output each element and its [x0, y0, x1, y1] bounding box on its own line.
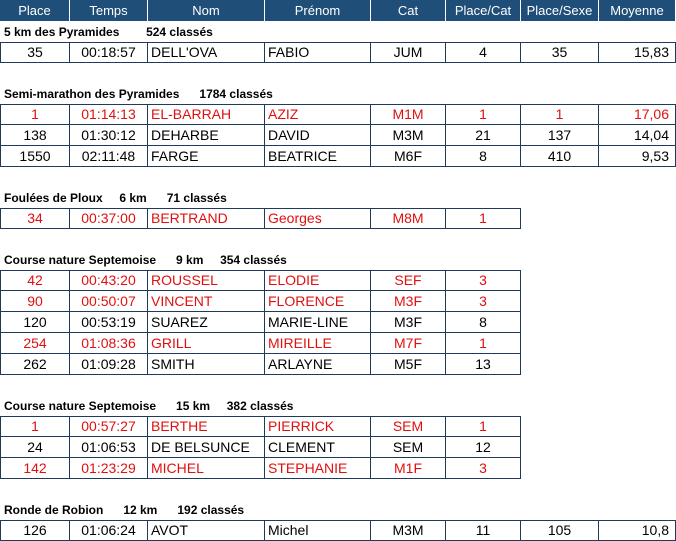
- place-cell[interactable]: 1: [0, 416, 70, 437]
- section-title: Foulées de Ploux 6 km 71 classés: [4, 191, 227, 205]
- temps-cell[interactable]: 01:06:53: [70, 437, 148, 458]
- cat-cell[interactable]: JUM: [371, 42, 446, 63]
- place-cat-cell[interactable]: 1: [446, 416, 521, 437]
- prenom-cell[interactable]: BEATRICE: [265, 146, 371, 167]
- place-cat-cell[interactable]: 4: [446, 42, 521, 63]
- temps-cell[interactable]: 00:43:20: [70, 270, 148, 291]
- section-title: Course nature Septemoise 15 km 382 classés: [4, 399, 294, 413]
- moyenne-cell[interactable]: 14,04: [599, 125, 676, 146]
- temps-cell[interactable]: 00:50:07: [70, 291, 148, 312]
- temps-cell[interactable]: 00:18:57: [70, 42, 148, 63]
- moyenne-cell[interactable]: 15,83: [599, 42, 676, 63]
- section-title: Semi-marathon des Pyramides 1784 classés: [4, 87, 273, 101]
- cat-cell[interactable]: M3F: [371, 291, 446, 312]
- cat-cell[interactable]: M6F: [371, 146, 446, 167]
- header-prenom[interactable]: Prénom: [265, 0, 371, 21]
- cat-cell[interactable]: M1M: [371, 104, 446, 125]
- moyenne-cell[interactable]: 10,8: [599, 520, 676, 541]
- cat-cell[interactable]: M1F: [371, 458, 446, 479]
- prenom-cell[interactable]: Georges: [265, 208, 371, 229]
- cat-cell[interactable]: SEF: [371, 270, 446, 291]
- cat-cell[interactable]: M5F: [371, 354, 446, 375]
- prenom-cell[interactable]: FLORENCE: [265, 291, 371, 312]
- nom-cell[interactable]: DELL'OVA: [148, 42, 265, 63]
- place-cat-cell[interactable]: 1: [446, 104, 521, 125]
- nom-cell[interactable]: ROUSSEL: [148, 270, 265, 291]
- nom-cell[interactable]: SMITH: [148, 354, 265, 375]
- temps-cell[interactable]: 00:37:00: [70, 208, 148, 229]
- temps-cell[interactable]: 01:14:13: [70, 104, 148, 125]
- temps-cell[interactable]: 00:57:27: [70, 416, 148, 437]
- header-place_cat[interactable]: Place/Cat: [446, 0, 521, 21]
- header-temps[interactable]: Temps: [70, 0, 148, 21]
- place-cell[interactable]: 90: [0, 291, 70, 312]
- place-cell[interactable]: 126: [0, 520, 70, 541]
- place-cat-cell[interactable]: 8: [446, 312, 521, 333]
- prenom-cell[interactable]: MIREILLE: [265, 333, 371, 354]
- place-cell[interactable]: 262: [0, 354, 70, 375]
- nom-cell[interactable]: EL-BARRAH: [148, 104, 265, 125]
- nom-cell[interactable]: GRILL: [148, 333, 265, 354]
- place-cell[interactable]: 1550: [0, 146, 70, 167]
- nom-cell[interactable]: FARGE: [148, 146, 265, 167]
- nom-cell[interactable]: AVOT: [148, 520, 265, 541]
- cat-cell[interactable]: SEM: [371, 416, 446, 437]
- nom-cell[interactable]: BERTHE: [148, 416, 265, 437]
- temps-cell[interactable]: 01:06:24: [70, 520, 148, 541]
- place-cell[interactable]: 142: [0, 458, 70, 479]
- prenom-cell[interactable]: CLEMENT: [265, 437, 371, 458]
- place-cell[interactable]: 120: [0, 312, 70, 333]
- header-place_sexe[interactable]: Place/Sexe: [521, 0, 599, 21]
- section-title: Course nature Septemoise 9 km 354 classés: [4, 253, 287, 267]
- place-cell[interactable]: 24: [0, 437, 70, 458]
- section-title: Ronde de Robion 12 km 192 classés: [4, 503, 245, 517]
- prenom-cell[interactable]: AZIZ: [265, 104, 371, 125]
- prenom-cell[interactable]: DAVID: [265, 125, 371, 146]
- prenom-cell[interactable]: FABIO: [265, 42, 371, 63]
- place-cell[interactable]: 254: [0, 333, 70, 354]
- place-cat-cell[interactable]: 21: [446, 125, 521, 146]
- cat-cell[interactable]: M3M: [371, 125, 446, 146]
- cat-cell[interactable]: M7F: [371, 333, 446, 354]
- header-cat[interactable]: Cat: [371, 0, 446, 21]
- place-sexe-cell[interactable]: 410: [521, 146, 599, 167]
- place-cat-cell[interactable]: 1: [446, 333, 521, 354]
- temps-cell[interactable]: 01:09:28: [70, 354, 148, 375]
- temps-cell[interactable]: 02:11:48: [70, 146, 148, 167]
- prenom-cell[interactable]: MARIE-LINE: [265, 312, 371, 333]
- prenom-cell[interactable]: ELODIE: [265, 270, 371, 291]
- place-cat-cell[interactable]: 3: [446, 458, 521, 479]
- header-place[interactable]: Place: [0, 0, 70, 21]
- place-cat-cell[interactable]: 3: [446, 270, 521, 291]
- place-sexe-cell[interactable]: 105: [521, 520, 599, 541]
- prenom-cell[interactable]: Michel: [265, 520, 371, 541]
- temps-cell[interactable]: 01:08:36: [70, 333, 148, 354]
- place-cell[interactable]: 138: [0, 125, 70, 146]
- prenom-cell[interactable]: ARLAYNE: [265, 354, 371, 375]
- place-cell[interactable]: 42: [0, 270, 70, 291]
- place-cell[interactable]: 1: [0, 104, 70, 125]
- place-cell[interactable]: 34: [0, 208, 70, 229]
- nom-cell[interactable]: VINCENT: [148, 291, 265, 312]
- temps-cell[interactable]: 01:30:12: [70, 125, 148, 146]
- header-moyenne[interactable]: Moyenne: [599, 0, 676, 21]
- cat-cell[interactable]: SEM: [371, 437, 446, 458]
- place-cat-cell[interactable]: 8: [446, 146, 521, 167]
- section-title: 5 km des Pyramides 524 classés: [4, 25, 213, 39]
- place-cell[interactable]: 35: [0, 42, 70, 63]
- temps-cell[interactable]: 00:53:19: [70, 312, 148, 333]
- moyenne-cell[interactable]: 9,53: [599, 146, 676, 167]
- moyenne-cell[interactable]: 17,06: [599, 104, 676, 125]
- nom-cell[interactable]: MICHEL: [148, 458, 265, 479]
- temps-cell[interactable]: 01:23:29: [70, 458, 148, 479]
- cat-cell[interactable]: M3M: [371, 520, 446, 541]
- cat-cell[interactable]: M3F: [371, 312, 446, 333]
- place-sexe-cell[interactable]: 137: [521, 125, 599, 146]
- place-cat-cell[interactable]: 13: [446, 354, 521, 375]
- header-nom[interactable]: Nom: [148, 0, 265, 21]
- prenom-cell[interactable]: STEPHANIE: [265, 458, 371, 479]
- place-cat-cell[interactable]: 1: [446, 208, 521, 229]
- nom-cell[interactable]: SUAREZ: [148, 312, 265, 333]
- place-cat-cell[interactable]: 11: [446, 520, 521, 541]
- place-sexe-cell[interactable]: 1: [521, 104, 599, 125]
- nom-cell[interactable]: DE BELSUNCE: [148, 437, 265, 458]
- nom-cell[interactable]: DEHARBE: [148, 125, 265, 146]
- place-cat-cell[interactable]: 12: [446, 437, 521, 458]
- prenom-cell[interactable]: PIERRICK: [265, 416, 371, 437]
- nom-cell[interactable]: BERTRAND: [148, 208, 265, 229]
- place-sexe-cell[interactable]: 35: [521, 42, 599, 63]
- place-cat-cell[interactable]: 3: [446, 291, 521, 312]
- cat-cell[interactable]: M8M: [371, 208, 446, 229]
